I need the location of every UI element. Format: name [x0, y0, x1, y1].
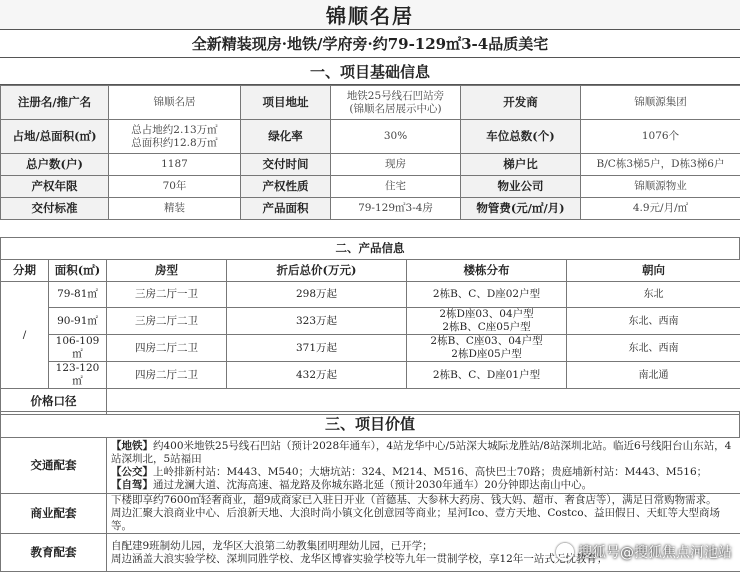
product-cell: 2栋B、C、D座01户型: [407, 362, 567, 389]
page-title: 锦顺名居: [0, 0, 740, 30]
basic-field-value: 锦顺名居: [109, 86, 241, 120]
product-cell: 三房二厅二卫: [107, 308, 227, 335]
section-value-heading: 三、项目价值: [1, 412, 740, 438]
product-cell: 四房二厅二卫: [107, 335, 227, 362]
section-product-heading-table: [0, 237, 740, 260]
product-cell: 2栋B、C、D座02户型: [407, 282, 567, 308]
product-row: [1, 282, 740, 308]
price-basis-label: 价格口径: [1, 389, 107, 415]
basic-field-label: 总户数(户): [1, 154, 109, 176]
section-basic-heading: 一、项目基础信息: [0, 58, 740, 85]
bus-text: 上岭排新村站：M443、M540；大塘坑站：324、M214、M516、高快巴士70路；贵庭埔新村站：M443、M516；: [153, 466, 707, 478]
basic-field-value: 4.9元/月/㎡: [581, 198, 740, 220]
basic-field-label: 物业公司: [461, 176, 581, 198]
product-cell: 东北、西南: [567, 335, 740, 362]
phase-cell: /: [1, 282, 49, 389]
education-label: 教育配套: [1, 534, 107, 572]
basic-field-label: 物管费(元/㎡/月): [461, 198, 581, 220]
product-cell: 323万起: [227, 308, 407, 335]
commerce-line-2: 周边汇聚大浪商业中心、后浪新天地、大浪时尚小镇文化创意园等商业；星河Ico、壹方天地、Costco、益田假日、天虹等大型商场等。: [111, 507, 738, 533]
product-row: [1, 335, 740, 362]
basic-field-value: B/C栋3梯5户，D栋3梯6户: [581, 154, 740, 176]
product-column-header: 面积(㎡): [49, 260, 107, 282]
basic-field-label: 产权年限: [1, 176, 109, 198]
product-cell: 南北通: [567, 362, 740, 389]
commerce-label: 商业配套: [1, 494, 107, 534]
watermark-text: 搜狐号@搜狐焦点河池站: [578, 542, 732, 562]
basic-field-label: 占地/总面积(㎡): [1, 120, 109, 154]
basic-row: [1, 198, 740, 220]
basic-field-value: 锦顺源集团: [581, 86, 740, 120]
commerce-row: [1, 494, 740, 534]
basic-field-label: 注册名/推广名: [1, 86, 109, 120]
basic-field-label: 梯户比: [461, 154, 581, 176]
basic-row: [1, 154, 740, 176]
basic-field-value: 住宅: [331, 176, 461, 198]
product-header-row: [1, 260, 740, 282]
section-product-heading: 二、产品信息: [1, 238, 740, 260]
basic-field-label: 产品面积: [241, 198, 331, 220]
car-tag: 【自驾】: [111, 479, 153, 491]
product-cell: 123-120㎡: [49, 362, 107, 389]
basic-field-value: 1076个: [581, 120, 740, 154]
product-cell: 432万起: [227, 362, 407, 389]
product-cell: 371万起: [227, 335, 407, 362]
product-info-table: [0, 259, 740, 415]
product-cell: 2栋B、C座03、04户型 2栋D座05户型: [407, 335, 567, 362]
product-row: [1, 308, 740, 335]
education-line-2: 周边涵盖大浪实验学校、深圳同胜学校、龙华区博睿实验学校等九年一贯制学校，享12年一站式无忧教育；: [111, 553, 738, 566]
section-value-heading-table: [0, 411, 740, 438]
basic-row: [1, 176, 740, 198]
metro-tag: 【地铁】: [111, 440, 153, 452]
product-column-header: 房型: [107, 260, 227, 282]
basic-field-label: 项目地址: [241, 86, 331, 120]
basic-field-value: 1187: [109, 154, 241, 176]
product-column-header: 楼栋分布: [407, 260, 567, 282]
product-cell: 东北、西南: [567, 308, 740, 335]
metro-text: 约400米地铁25号线石凹站（预计2028年通车），4站龙华中心/5站深大城际龙胜站/8站深圳北站。临近6号线阳台山东站，4站深圳北，5站福田: [111, 440, 731, 465]
basic-field-label: 交付时间: [241, 154, 331, 176]
traffic-label: 交通配套: [1, 438, 107, 494]
product-cell: 四房二厅二卫: [107, 362, 227, 389]
basic-row: [1, 120, 740, 154]
basic-field-label: 交付标准: [1, 198, 109, 220]
basic-field-value: 总占地约2.13万㎡ 总面积约12.8万㎡: [109, 120, 241, 154]
education-line-1: 自配建9班制幼儿园，龙华区大浪第二幼教集团明理幼儿园，已开学；: [111, 540, 738, 553]
product-column-header: 折后总价(万元): [227, 260, 407, 282]
watermark: [556, 542, 732, 562]
basic-field-value: 79-129㎡3-4房: [331, 198, 461, 220]
basic-field-label: 车位总数(个): [461, 120, 581, 154]
product-cell: 三房二厅一卫: [107, 282, 227, 308]
basic-field-value: 地铁25号线石凹站旁 (锦顺名居展示中心): [331, 86, 461, 120]
product-cell: 298万起: [227, 282, 407, 308]
product-column-header: 朝向: [567, 260, 740, 282]
product-cell: 2栋D座03、04户型 2栋B、C座05户型: [407, 308, 567, 335]
bus-tag: 【公交】: [111, 466, 153, 478]
basic-field-label: 产权性质: [241, 176, 331, 198]
car-text: 通过龙澜大道、沈海高速、福龙路及你城东路北延（预计2030年通车）20分钟即达南山中心。: [153, 479, 592, 491]
product-row: [1, 362, 740, 389]
product-cell: 79-81㎡: [49, 282, 107, 308]
product-column-header: 分期: [1, 260, 49, 282]
basic-field-label: 绿化率: [241, 120, 331, 154]
basic-row: [1, 86, 740, 120]
traffic-row: [1, 438, 740, 494]
basic-field-value: 精装: [109, 198, 241, 220]
traffic-content: [107, 438, 740, 494]
basic-field-value: 30%: [331, 120, 461, 154]
commerce-line-1: 下楼即享约7600㎡轻奢商业，超9成商家已入驻日开业（首德基、大参林大药房、钱大妈、超市、奢食店等），满足日常购物需求。: [111, 494, 738, 507]
product-cell: 106-109㎡: [49, 335, 107, 362]
page-subtitle: 全新精装现房·地铁/学府旁·约79-129㎡3-4品质美宅: [0, 30, 740, 58]
product-cell: 90-91㎡: [49, 308, 107, 335]
basic-field-label: 开发商: [461, 86, 581, 120]
basic-field-value: 锦顺源物业: [581, 176, 740, 198]
commerce-content: [107, 494, 740, 534]
basic-field-value: 70年: [109, 176, 241, 198]
product-cell: 东北: [567, 282, 740, 308]
basic-field-value: 现房: [331, 154, 461, 176]
sohu-logo-icon: [556, 543, 574, 561]
basic-info-table: [0, 85, 740, 220]
